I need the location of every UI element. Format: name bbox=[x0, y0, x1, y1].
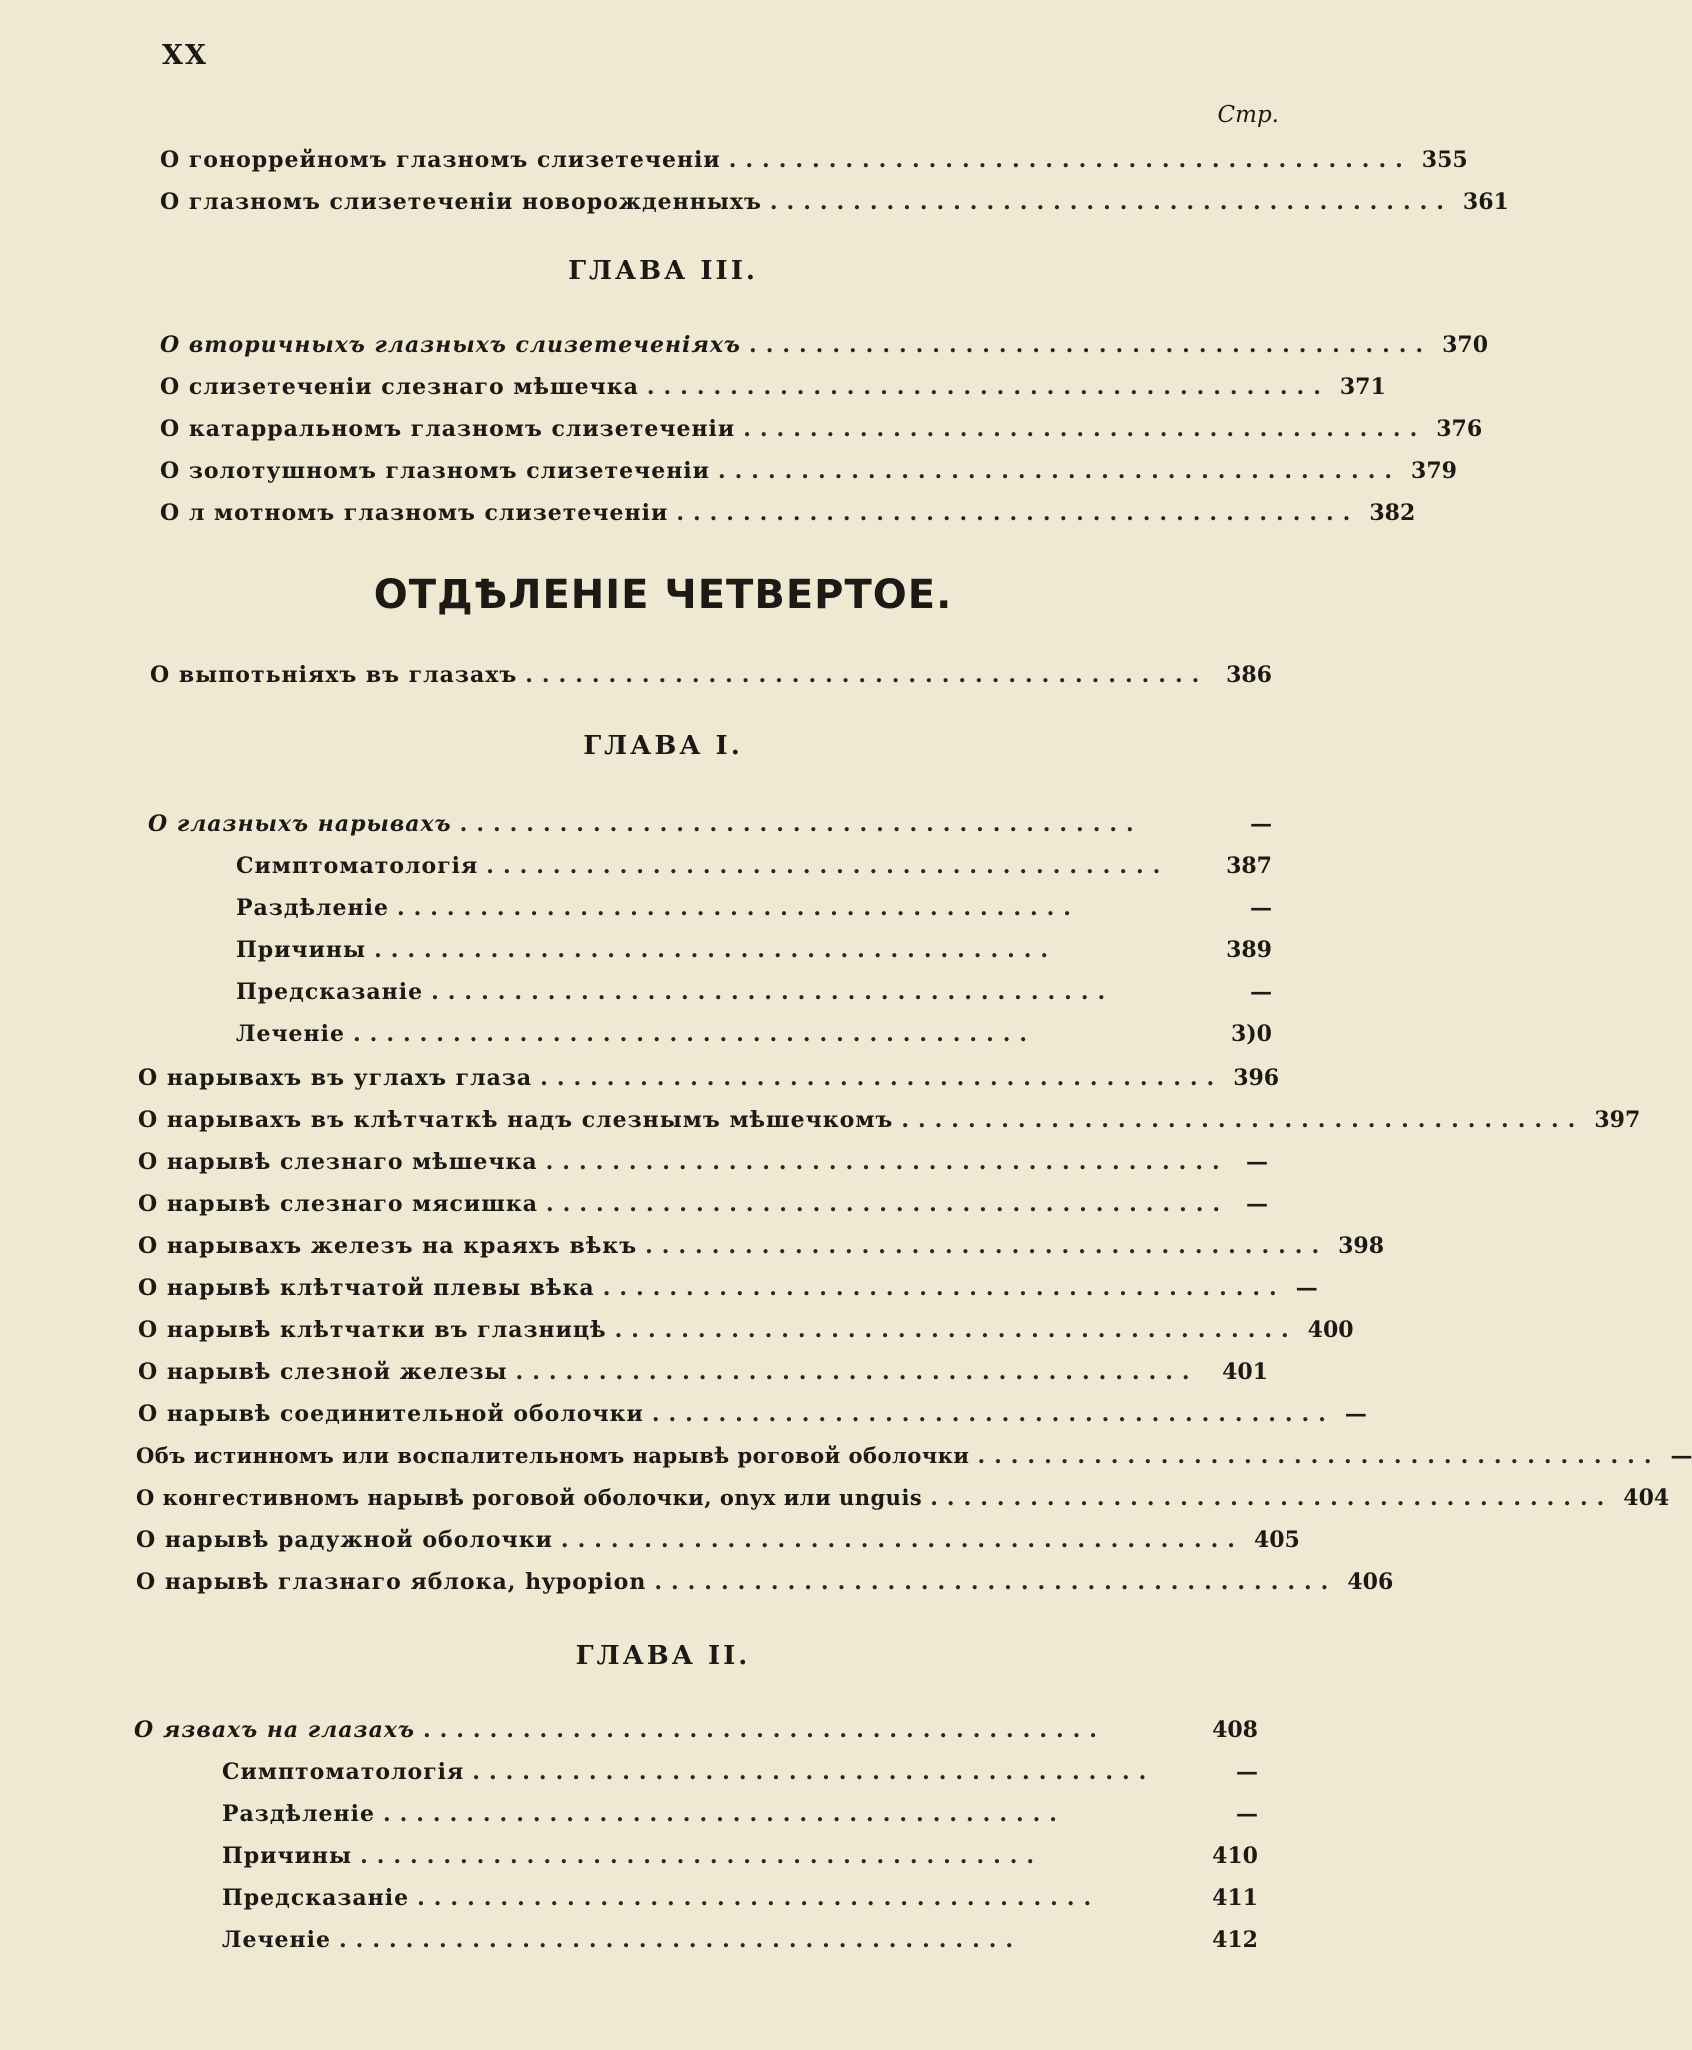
leader-dots: ......................................... bbox=[525, 662, 1209, 688]
entry-title: О язвахъ на глазахъ bbox=[134, 1717, 415, 1743]
entry-title: О вторичныхъ глазныхъ слизетеченіяхъ bbox=[160, 332, 742, 358]
entry-page: — bbox=[1236, 1759, 1258, 1785]
entry-page: — bbox=[1246, 1191, 1268, 1217]
entry-title: О нарывѣ слезнаго мѣшечка bbox=[138, 1149, 538, 1175]
entry-title: Симптоматологія bbox=[222, 1759, 465, 1785]
entry-title: О нарывахъ въ углахъ глаза bbox=[138, 1065, 533, 1091]
entry-title: О выпотьніяхъ въ глазахъ bbox=[150, 662, 518, 688]
toc-entry[interactable] bbox=[0, 1520, 1326, 1560]
toc-entry[interactable] bbox=[0, 1836, 1326, 1876]
leader-dots: ......................................... bbox=[930, 1485, 1614, 1511]
entry-page: 411 bbox=[1212, 1885, 1258, 1911]
toc-entry[interactable] bbox=[0, 655, 1326, 695]
entry-page: 387 bbox=[1226, 853, 1272, 879]
page-column-header: Стр. bbox=[1217, 102, 1279, 128]
toc-entry[interactable] bbox=[0, 1100, 1641, 1140]
leader-dots: ......................................... bbox=[645, 1233, 1329, 1259]
toc-entry[interactable] bbox=[0, 1752, 1326, 1792]
leader-dots: ......................................... bbox=[602, 1275, 1286, 1301]
entry-page: — bbox=[1236, 1801, 1258, 1827]
entry-page: — bbox=[1250, 895, 1272, 921]
entry-title: О золотушномъ глазномъ слизетеченіи bbox=[160, 458, 710, 484]
entry-page: — bbox=[1250, 811, 1272, 837]
entry-title: Объ истинномъ или воспалительномъ нарывѣ роговой оболочки bbox=[136, 1443, 970, 1468]
page-number: XX bbox=[162, 40, 208, 71]
chapter-heading: ГЛАВА I. bbox=[583, 731, 743, 761]
entry-title: О нарывѣ глазнаго яблока, hypopion bbox=[136, 1569, 647, 1595]
entry-page: 400 bbox=[1307, 1317, 1354, 1343]
toc-entry[interactable] bbox=[0, 1394, 1367, 1434]
leader-dots: ......................................... bbox=[486, 853, 1170, 879]
entry-page: 371 bbox=[1339, 374, 1386, 400]
leader-dots: ......................................... bbox=[769, 189, 1453, 215]
toc-entry[interactable] bbox=[0, 972, 1326, 1012]
entry-title: Раздѣленіе bbox=[236, 895, 389, 921]
toc-entry[interactable] bbox=[0, 1310, 1354, 1350]
entry-title: О л мотномъ глазномъ слизетеченіи bbox=[160, 500, 669, 526]
entry-page: 379 bbox=[1411, 458, 1457, 484]
leader-dots: ......................................... bbox=[560, 1527, 1244, 1553]
leader-dots: ......................................... bbox=[459, 811, 1143, 837]
leader-dots: ......................................... bbox=[515, 1359, 1199, 1385]
entry-page: 355 bbox=[1421, 147, 1468, 173]
chapter-heading: ГЛАВА III. bbox=[568, 256, 758, 286]
entry-title: О нарывѣ соединительной оболочки bbox=[138, 1401, 644, 1427]
entry-page: — bbox=[1250, 979, 1272, 1005]
entry-page: 398 bbox=[1338, 1233, 1385, 1259]
entry-page: 405 bbox=[1253, 1527, 1300, 1553]
leader-dots: ......................................... bbox=[743, 416, 1427, 442]
toc-entry[interactable] bbox=[0, 1794, 1326, 1834]
entry-title: О слизетеченіи слезнаго мѣшечка bbox=[160, 374, 639, 400]
entry-title: О нарывѣ радужной оболочки bbox=[136, 1527, 553, 1553]
entry-page: 401 bbox=[1222, 1359, 1268, 1385]
toc-entry[interactable] bbox=[0, 1058, 1326, 1098]
entry-title: О глазныхъ нарывахъ bbox=[148, 811, 452, 837]
toc-entry[interactable] bbox=[0, 409, 1483, 449]
toc-entry[interactable] bbox=[0, 1436, 1692, 1476]
toc-entry[interactable] bbox=[0, 182, 1509, 222]
leader-dots: ......................................... bbox=[472, 1759, 1156, 1785]
toc-entry[interactable] bbox=[0, 1014, 1326, 1054]
entry-title: О конгестивномъ нарывѣ роговой оболочки, onyx или unguis bbox=[136, 1485, 923, 1510]
entry-page: 406 bbox=[1347, 1569, 1394, 1595]
leader-dots: ......................................... bbox=[431, 979, 1115, 1005]
leader-dots: ......................................... bbox=[360, 1843, 1044, 1869]
leader-dots: ......................................... bbox=[901, 1107, 1585, 1133]
toc-entry[interactable] bbox=[0, 1268, 1326, 1308]
toc-entry[interactable] bbox=[0, 367, 1386, 407]
entry-page: — bbox=[1670, 1443, 1692, 1469]
toc-entry[interactable] bbox=[0, 1226, 1385, 1266]
entry-title: О нарывахъ въ клѣтчаткѣ надъ слезнымъ мѣшечкомъ bbox=[138, 1107, 894, 1133]
leader-dots: ......................................... bbox=[614, 1317, 1298, 1343]
toc-entry[interactable] bbox=[0, 1142, 1326, 1182]
entry-title: Симптоматологія bbox=[236, 853, 479, 879]
entry-page: 408 bbox=[1212, 1717, 1258, 1743]
entry-page: 361 bbox=[1462, 189, 1509, 215]
toc-entry[interactable] bbox=[0, 888, 1326, 928]
leader-dots: ......................................... bbox=[382, 1801, 1066, 1827]
entry-title: О катарральномъ глазномъ слизетеченіи bbox=[160, 416, 736, 442]
leader-dots: ......................................... bbox=[654, 1569, 1338, 1595]
entry-page: 396 bbox=[1233, 1065, 1280, 1091]
entry-page: 412 bbox=[1212, 1927, 1258, 1953]
leader-dots: ......................................... bbox=[717, 458, 1402, 484]
toc-entry[interactable] bbox=[0, 493, 1416, 533]
toc-entry[interactable] bbox=[0, 1920, 1326, 1960]
entry-page: 397 bbox=[1594, 1107, 1641, 1133]
toc-entry[interactable] bbox=[0, 846, 1326, 886]
toc-entry[interactable] bbox=[0, 1710, 1326, 1750]
entry-title: О нарывѣ клѣтчатки въ глазницѣ bbox=[138, 1317, 607, 1343]
entry-title: О нарывѣ клѣтчатой плевы вѣка bbox=[138, 1275, 595, 1301]
leader-dots: ......................................... bbox=[540, 1065, 1224, 1091]
entry-page: 410 bbox=[1212, 1843, 1258, 1869]
entry-page: 376 bbox=[1436, 416, 1483, 442]
entry-page: 389 bbox=[1226, 937, 1272, 963]
leader-dots: ......................................... bbox=[651, 1401, 1335, 1427]
toc-entry[interactable] bbox=[0, 1352, 1326, 1392]
entry-title: Причины bbox=[236, 937, 367, 963]
entry-title: О нарывѣ слезной железы bbox=[138, 1359, 508, 1385]
toc-entry[interactable] bbox=[0, 1184, 1326, 1224]
entry-title: Раздѣленіе bbox=[222, 1801, 375, 1827]
entry-page: — bbox=[1344, 1401, 1367, 1427]
toc-entry[interactable] bbox=[0, 804, 1326, 844]
entry-title: Леченіе bbox=[222, 1927, 332, 1953]
toc-entry[interactable] bbox=[0, 451, 1457, 491]
chapter-heading: ГЛАВА II. bbox=[575, 1641, 751, 1671]
entry-title: Предсказаніе bbox=[236, 979, 424, 1005]
entry-page: 382 bbox=[1369, 500, 1416, 526]
entry-title: Причины bbox=[222, 1843, 353, 1869]
section-heading: ОТДѢЛЕНІЕ ЧЕТВЕРТОЕ. bbox=[373, 572, 953, 618]
leader-dots: ......................................... bbox=[676, 500, 1360, 526]
leader-dots: ......................................... bbox=[353, 1021, 1037, 1047]
toc-entry[interactable] bbox=[0, 930, 1326, 970]
toc-entry[interactable] bbox=[0, 1562, 1394, 1602]
leader-dots: ......................................... bbox=[422, 1717, 1106, 1743]
entry-page: — bbox=[1246, 1149, 1268, 1175]
entry-title: Предсказаніе bbox=[222, 1885, 410, 1911]
entry-page: 404 bbox=[1623, 1485, 1670, 1511]
leader-dots: ......................................... bbox=[374, 937, 1058, 963]
toc-entry[interactable] bbox=[0, 325, 1489, 365]
entry-page: 3)0 bbox=[1230, 1021, 1272, 1047]
entry-page: — bbox=[1295, 1275, 1318, 1301]
leader-dots: ......................................... bbox=[728, 147, 1412, 173]
entry-title: О гоноррейномъ глазномъ слизетеченіи bbox=[160, 147, 721, 173]
entry-title: О нарывѣ слезнаго мясишка bbox=[138, 1191, 539, 1217]
toc-entry[interactable] bbox=[0, 1478, 1670, 1518]
entry-title: О глазномъ слизетеченіи новорожденныхъ bbox=[160, 189, 762, 215]
leader-dots: ......................................... bbox=[749, 332, 1433, 358]
entry-page: 370 bbox=[1442, 332, 1489, 358]
leader-dots: ......................................... bbox=[396, 895, 1080, 921]
leader-dots: ......................................... bbox=[977, 1443, 1661, 1469]
leader-dots: ......................................... bbox=[546, 1191, 1230, 1217]
leader-dots: ......................................... bbox=[417, 1885, 1101, 1911]
entry-page: 386 bbox=[1226, 662, 1272, 688]
leader-dots: ......................................... bbox=[339, 1927, 1023, 1953]
leader-dots: ......................................... bbox=[545, 1149, 1229, 1175]
leader-dots: ......................................... bbox=[646, 374, 1330, 400]
toc-entry[interactable] bbox=[0, 140, 1468, 180]
entry-title: Леченіе bbox=[236, 1021, 346, 1047]
entry-title: О нарывахъ железъ на краяхъ вѣкъ bbox=[138, 1233, 638, 1259]
toc-entry[interactable] bbox=[0, 1878, 1326, 1918]
